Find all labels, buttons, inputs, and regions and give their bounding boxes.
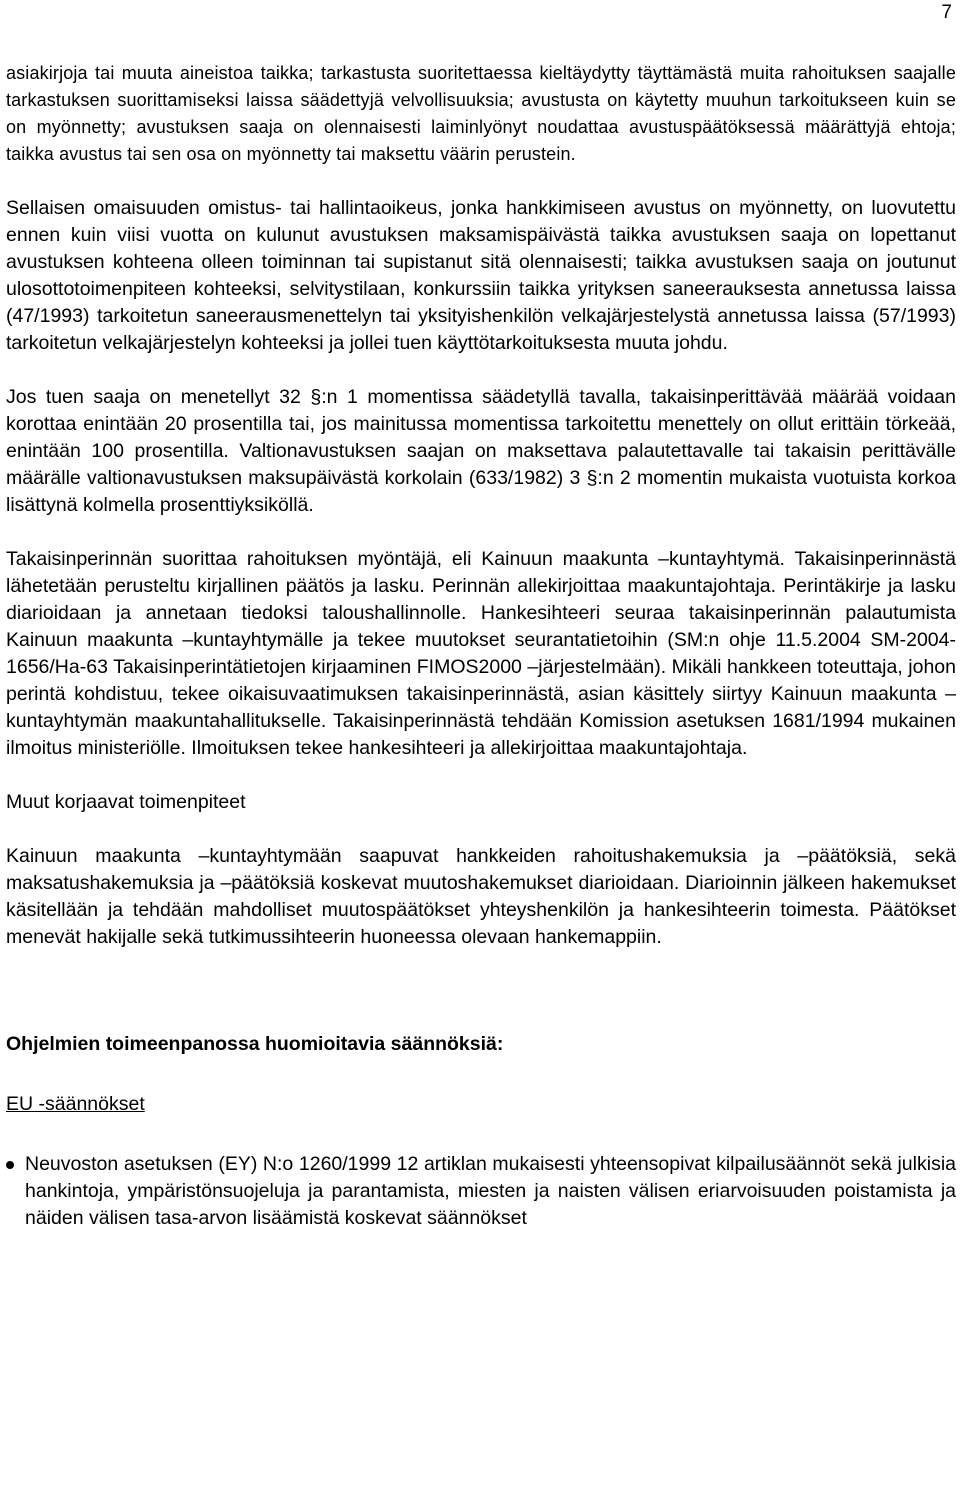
- subsection-heading-text: EU -säännökset: [6, 1093, 145, 1115]
- paragraph-2: Sellaisen omaisuuden omistus- tai hallintaoikeus, jonka hankkimiseen avustus on myönnetty, on luovutettu ennen kuin viisi vuotta on kulunut avustuksen maksamispäivästä taikka avustuksen saaja on lopettanut avustuksen kohteena olleen toiminnan tai supistanut sitä olennaisesti; taikka avustuksen saaja on joutunut ulosottotoimenpiteen kohteeksi, selvitystilaan, konkurssiin taikka yrityksen saneerauksesta annetussa laissa (47/1993) tarkoitetun saneerausmenettelyn tai yksityishenkilön velkajärjestelystä annetussa laissa (57/1993) tarkoitetun velkajärjestelyn kohteeksi ja jollei tuen käyttötarkoituksesta muuta johdu.: [6, 197, 956, 354]
- subsection-heading: [6, 1091, 956, 1118]
- list-item-text: Neuvoston asetuksen (EY) N:o 1260/1999 12 artiklan mukaisesti yhteensopivat kilpailusäännöt sekä julkisia hankintoja, ympäristönsuojeluja ja parantamista, miesten ja naisten välisen eriarvoisuuden poistamista ja näiden välisen tasa-arvon lisäämistä koskevat säännökset: [25, 1153, 956, 1229]
- paragraph-4: Takaisinperinnän suorittaa rahoituksen myöntäjä, eli Kainuun maakunta –kuntayhtymä. Takaisinperinnästä lähetetään perusteltu kirjallinen päätös ja lasku. Perinnän allekirjoittaa maakuntajohtaja. Perintäkirje ja lasku diarioidaan ja annetaan tiedoksi taloushallinnolle. Hankesihteeri seuraa takaisinperinnän palautumista Kainuun maakunta –kuntayhtymälle ja tekee muutokset seurantatietoihin (SM:n ohje 11.5.2004 SM-2004-1656/Ha-63 Takaisinperintätietojen kirjaaminen FIMOS2000 –järjestelmään). Mikäli hankkeen toteuttaja, johon perintä kohdistuu, tekee oikaisuvaatimuksen takaisinperinnästä, asian käsittely siirtyy Kainuun maakunta –kuntayhtymän maakuntahallitukselle. Takaisinperinnästä tehdään Komission asetuksen 1681/1994 mukainen ilmoitus ministeriölle. Ilmoituksen tekee hankesihteeri ja allekirjoittaa maakuntajohtaja.: [6, 548, 956, 759]
- page-number: 7: [941, 2, 952, 23]
- regulation-list: [6, 1151, 956, 1232]
- paragraph-1: asiakirjoja tai muuta aineistoa taikka; tarkastusta suoritettaessa kieltäydytty täyttämästä muita rahoituksen saajalle tarkastuksen suorittamiseksi laissa säädettyjä velvollisuuksia; avustusta on käytetty muuhun tarkoitukseen kuin se on myönnetty; avustuksen saaja on olennaisesti laiminlyönyt noudattaa avustuspäätöksessä määrättyjä ehtoja; taikka avustus tai sen osa on myönnetty tai maksettu väärin perustein.: [6, 63, 956, 164]
- section-heading: Ohjelmien toimeenpanossa huomioitavia säännöksiä:: [6, 1033, 504, 1055]
- section-title-muut: Muut korjaavat toimenpiteet: [6, 791, 246, 813]
- paragraph-3: Jos tuen saaja on menetellyt 32 §:n 1 momentissa säädetyllä tavalla, takaisinperittävää määrää voidaan korottaa enintään 20 prosentilla tai, jos mainitussa momentissa tarkoitettu menettely on ollut erittäin törkeää, enintään 100 prosentilla. Valtionavustuksen saajan on maksettava palautettavalle tai takaisin perittävälle määrälle valtionavustuksen maksupäivästä korkolain (633/1982) 3 §:n 2 momentin mukaista vuotuista korkoa lisättynä kolmella prosenttiyksiköllä.: [6, 386, 956, 516]
- document-body: [6, 60, 956, 1232]
- list-item: [6, 1151, 956, 1232]
- bullet-icon: [6, 1161, 14, 1169]
- paragraph-5: Kainuun maakunta –kuntayhtymään saapuvat hankkeiden rahoitushakemuksia ja –päätöksiä, sekä maksatushakemuksia ja –päätöksiä koskevat muutoshakemukset diarioidaan. Diarioinnin jälkeen hakemukset käsitellään ja tehdään mahdolliset muutospäätökset yhteyshenkilön ja hankesihteerin toimesta. Päätökset menevät hakijalle sekä tutkimussihteerin huoneessa olevaan hankemappiin.: [6, 845, 956, 948]
